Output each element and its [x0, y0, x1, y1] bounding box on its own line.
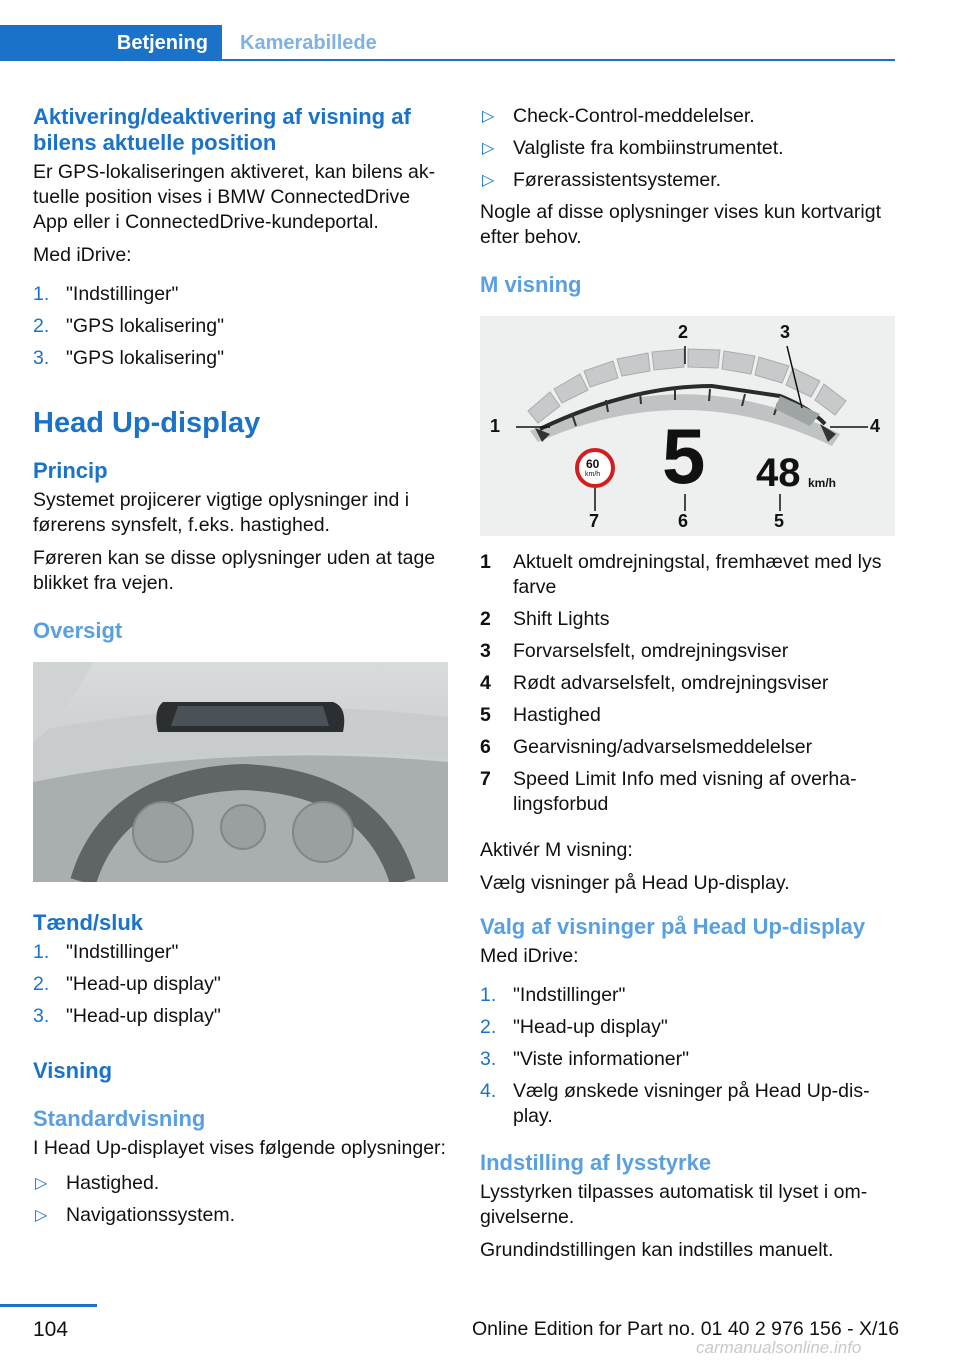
standard-list — [33, 1171, 448, 1228]
heading-hud: Head Up-display — [33, 407, 261, 439]
limit-unit: km/h — [585, 471, 601, 478]
legend-item: 5 Hastighed — [480, 704, 601, 726]
callout-4: 4 — [870, 416, 881, 436]
gear-indicator: 5 — [662, 412, 706, 500]
text-princip-1: Systemet projicerer vigtige oplysninger ind i førerens synsfelt, f.eks. hastighed. — [33, 489, 410, 536]
list-item: 1. "Indstillinger" — [480, 984, 626, 1006]
list-item: ▷ Hastighed. — [35, 1172, 160, 1194]
edition-note: Online Edition for Part no. 01 40 2 976 156 - X/16 — [472, 1318, 900, 1340]
list-item: ▷ Navigationssystem. — [35, 1204, 236, 1226]
heading-taend: Tænd/sluk — [33, 910, 144, 935]
figure-legend — [480, 550, 895, 817]
heading-valg: Valg af visninger på Head Up-display — [480, 914, 866, 939]
list-item: 1. "Indstillinger" — [33, 283, 179, 305]
callout-3: 3 — [780, 322, 791, 342]
dashboard-illustration — [33, 662, 448, 882]
text-aktiver: Aktivér M visning: — [480, 839, 633, 861]
hud-dashboard-photo — [33, 662, 448, 882]
tab-betjening[interactable]: Betjening — [0, 25, 222, 61]
callout-5: 5 — [774, 511, 785, 531]
heading-princip: Princip — [33, 458, 108, 483]
text-standard: I Head Up-displayet vises følgende oplysninger: — [33, 1137, 446, 1159]
right-column — [480, 104, 895, 1263]
footer-rule — [0, 1304, 97, 1307]
tab-kamerabillede[interactable]: Kamerabillede — [240, 32, 377, 54]
list-item: 2. "Head-up display" — [33, 973, 221, 995]
legend-item: 7 Speed Limit Info med visning af overhalingsforbud — [480, 768, 857, 815]
heading-lysstyrke: Indstilling af lysstyrke — [480, 1150, 712, 1175]
list-item: ▷ Check-Control-meddelelser. — [482, 105, 755, 127]
text-princip-2: Føreren kan se disse oplysninger uden at tage blikket fra vejen. — [33, 547, 436, 594]
legend-item: 1 Aktuelt omdrejningstal, fremhævet med lys farve — [480, 551, 882, 598]
callout-7: 7 — [589, 511, 600, 531]
header-rule — [0, 59, 895, 61]
speed-unit: km/h — [808, 476, 837, 490]
list-item: 1. "Indstillinger" — [33, 941, 179, 963]
list-item: ▷ Førerassistentsystemer. — [482, 169, 722, 191]
list-item: 4. Vælg ønskede visninger på Head Up-display. — [480, 1080, 870, 1127]
heading-standard: Standardvisning — [33, 1106, 206, 1131]
list-item: 3. "GPS lokalisering" — [33, 347, 224, 369]
text-position: Er GPS-lokaliseringen aktiveret, kan bilens aktuelle position vises i BMW ConnectedDrive App eller i ConnectedDrive-kundeportal. — [33, 161, 436, 233]
list-item: 3. "Head-up display" — [33, 1005, 221, 1027]
text-lys-1: Lysstyrken tilpasses automatisk til lyset i omgivelserne. — [480, 1181, 868, 1228]
callout-6: 6 — [678, 511, 689, 531]
watermark: carmanualsonline.info — [696, 1338, 862, 1357]
legend-item: 2 Shift Lights — [480, 608, 610, 630]
speed-value: 48 — [756, 451, 801, 495]
text-idrive-2: Med iDrive: — [480, 945, 579, 967]
text-vaelg: Vælg visninger på Head Up-display. — [480, 872, 790, 894]
steps-gps — [33, 282, 448, 371]
heading-m-visning: M visning — [480, 272, 582, 297]
callout-2: 2 — [678, 322, 689, 342]
callout-1: 1 — [490, 416, 501, 436]
standard-list-cont — [480, 104, 895, 193]
heading-visning: Visning — [33, 1058, 113, 1083]
legend-item: 3 Forvarselsfelt, omdrejningsviser — [480, 640, 789, 662]
steps-hud — [33, 940, 448, 1029]
page-number: 104 — [33, 1318, 69, 1341]
left-column — [33, 104, 448, 1235]
heading-position: Aktivering/deaktivering af visning af bilens aktuelle position — [33, 104, 411, 155]
heading-oversigt: Oversigt — [33, 618, 123, 643]
list-item: ▷ Valgliste fra kombiinstrumentet. — [482, 137, 784, 159]
m-display-figure — [480, 316, 895, 536]
list-item: 2. "GPS lokalisering" — [33, 315, 224, 337]
legend-item: 6 Gearvisning/advarselsmeddelelser — [480, 736, 813, 758]
legend-item: 4 Rødt advarselsfelt, omdrejningsviser — [480, 672, 829, 694]
list-item: 3. "Viste informationer" — [480, 1048, 690, 1070]
steps-visninger — [480, 983, 895, 1129]
limit-value: 60 — [586, 457, 600, 471]
chapter-header — [0, 25, 895, 61]
list-item: 2. "Head-up display" — [480, 1016, 668, 1038]
text-lys-2: Grundindstillingen kan indstilles manuelt. — [480, 1239, 834, 1261]
text-kortvarigt: Nogle af disse oplysninger vises kun kortvarigt efter behov. — [480, 201, 882, 248]
text-idrive: Med iDrive: — [33, 244, 132, 266]
